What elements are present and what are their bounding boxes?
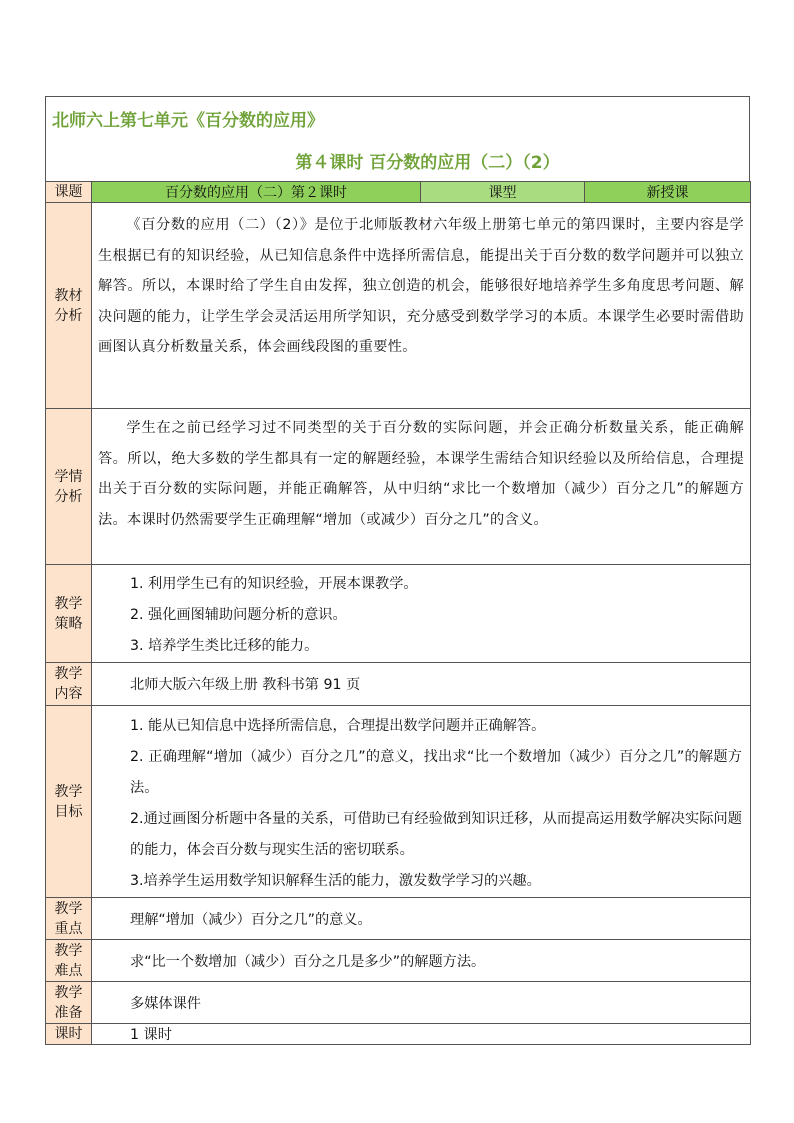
prep-label — [46, 982, 92, 1024]
list-item: 1. 能从已知信息中选择所需信息，合理提出数学问题并正确解答。 — [130, 718, 546, 734]
list-item — [130, 742, 742, 804]
strategy-label-line2: 策略 — [54, 615, 83, 632]
goals-list — [92, 706, 750, 897]
topic-value: 百分数的应用（二）第２课时 — [92, 182, 421, 203]
material-text: 《百分数的应用（二）（2）》是位于北师版教材六年级上册第七单元的第四课时，主要内容是学生根据已有的知识经验，从已知信息条件中选择所需信息，能提出关于百分数的数学问题并可以独立解答。所以，本课时给了学生自由发挥，独立创造的机会，能够很好地培养学生多角度思考问题、解决问题的能力，让学生学会灵活运用所学知识，充分感受到数学学习的本质。本课学生必要时需借助画图认真分析数量关系，体会画线段图的重要性。 — [98, 217, 744, 355]
prep-label-line2: 准备 — [54, 1004, 83, 1021]
hours-label: 课时 — [46, 1024, 92, 1045]
students-row — [46, 409, 751, 565]
goal-item-text: 2. 正确理解“增加（减少）百分之几”的意义，找出求“比一个数增加（减少）百分之几”的解题方法。 — [130, 749, 742, 796]
lesson-plan-sheet — [45, 96, 750, 1045]
goal-item-text: 2.通过画图分析题中各量的关系，可借助已有经验做到知识迁移，从而提高运用数学解决实际问题的能力，体会百分数与现实生活的密切联系。 — [130, 811, 742, 858]
lesson-title: 第４课时 百分数的应用（二）（2） — [295, 153, 560, 173]
type-value: 新授课 — [585, 182, 751, 203]
difficulty-row — [46, 940, 751, 982]
difficulty-label — [46, 940, 92, 982]
unit-title: 北师六上第七单元《百分数的应用》 — [52, 111, 324, 131]
hours-row — [46, 1024, 751, 1045]
material-label-line2: 分析 — [54, 307, 83, 324]
content-label — [46, 663, 92, 706]
lesson-plan-table — [45, 181, 751, 1045]
goals-cell — [92, 706, 751, 898]
difficulty-label-line2: 难点 — [54, 962, 83, 979]
content-row — [46, 663, 751, 706]
difficulty-text: 求“比一个数增加（减少）百分之几是多少”的解题方法。 — [92, 940, 751, 982]
students-label-line1: 学情 — [54, 468, 83, 485]
prep-label-line1: 教学 — [54, 984, 83, 1001]
prep-row — [46, 982, 751, 1024]
students-label-line2: 分析 — [54, 488, 83, 505]
strategy-list — [92, 565, 750, 662]
content-label-line1: 教学 — [54, 666, 83, 682]
material-cell — [92, 203, 751, 409]
material-label-line1: 教材 — [54, 287, 83, 304]
material-label — [46, 203, 92, 409]
strategy-cell — [92, 565, 751, 663]
focus-label — [46, 898, 92, 940]
prep-text: 多媒体课件 — [92, 982, 751, 1024]
focus-row — [46, 898, 751, 940]
title-block — [45, 96, 750, 181]
list-item — [130, 804, 742, 866]
difficulty-label-line1: 教学 — [54, 942, 83, 959]
meta-row — [46, 182, 751, 203]
goals-label — [46, 706, 92, 898]
focus-label-line2: 重点 — [54, 920, 83, 937]
list-item: 3. 培养学生类比迁移的能力。 — [130, 638, 319, 654]
list-item: 2. 强化画图辅助问题分析的意识。 — [130, 607, 347, 623]
focus-label-line1: 教学 — [54, 900, 83, 917]
type-label: 课型 — [421, 182, 585, 203]
goals-label-line1: 教学 — [54, 783, 83, 800]
strategy-label — [46, 565, 92, 663]
strategy-label-line1: 教学 — [54, 595, 83, 612]
students-cell — [92, 409, 751, 565]
students-label — [46, 409, 92, 565]
list-item: 3.培养学生运用数学知识解释生活的能力，激发数学学习的兴趣。 — [130, 873, 541, 889]
focus-text: 理解“增加（减少）百分之几”的意义。 — [92, 898, 751, 940]
students-text: 学生在之前已经学习过不同类型的关于百分数的实际问题，并会正确分析数量关系，能正确解答。所以，绝大多数的学生都具有一定的解题经验，本课学生需结合知识经验以及所给信息，合理提出关于百分数的实际问题，并能正确解答，从中归纳“求比一个数增加（减少）百分之几”的解题方法。本课时仍然需要学生正确理解“增加（或减少）百分之几”的含义。 — [98, 420, 744, 528]
goals-label-line2: 目标 — [54, 803, 83, 820]
list-item: 1. 利用学生已有的知识经验，开展本课教学。 — [130, 576, 418, 592]
content-label-line2: 内容 — [54, 686, 83, 702]
topic-label: 课题 — [46, 182, 92, 203]
hours-text: 1 课时 — [92, 1024, 751, 1045]
material-row — [46, 203, 751, 409]
goals-row — [46, 706, 751, 898]
strategy-row — [46, 565, 751, 663]
content-text: 北师大版六年级上册 教科书第 91 页 — [92, 663, 751, 706]
